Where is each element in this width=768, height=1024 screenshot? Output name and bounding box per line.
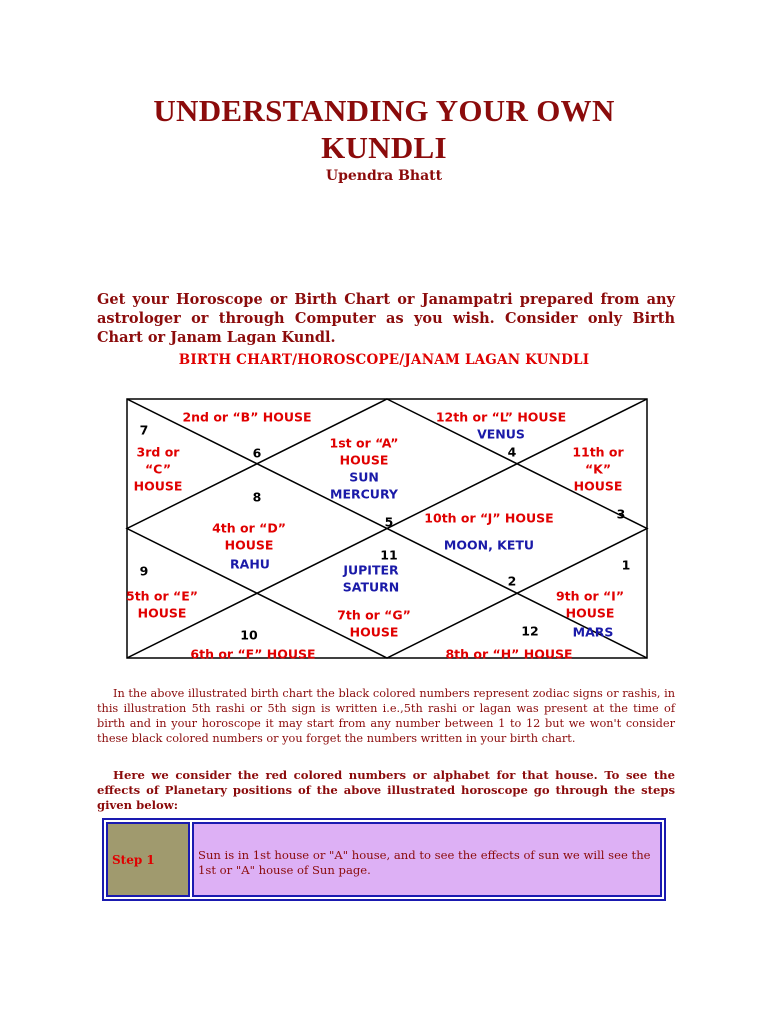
- house-label-g: HOUSE: [349, 624, 399, 640]
- house-label-c: “C”: [144, 461, 172, 477]
- house-label-l: 12th or “L” HOUSE: [435, 409, 567, 425]
- chart-heading: BIRTH CHART/HOROSCOPE/JANAM LAGAN KUNDLI: [178, 352, 590, 368]
- house-label-e: HOUSE: [137, 605, 187, 621]
- planet-label: RAHU: [230, 556, 270, 572]
- planet-label: JUPITER: [343, 562, 399, 578]
- sign-number: 3: [616, 506, 626, 522]
- instruction-paragraph: Here we consider the red colored numbers or alphabet for that house. To see the effects of Planetary positions of the above illustrated horoscope go through the steps given below:: [97, 768, 675, 812]
- house-label-i: HOUSE: [565, 605, 615, 621]
- title-line-1: UNDERSTANDING YOUR OWN: [153, 93, 615, 128]
- sign-number: 7: [139, 422, 149, 438]
- step-label: Step 1: [106, 822, 190, 897]
- house-label-f: 6th or “F” HOUSE: [190, 646, 316, 662]
- sign-number: 9: [139, 563, 149, 579]
- planet-label: SATURN: [342, 579, 400, 595]
- house-label-b: 2nd or “B” HOUSE: [182, 409, 312, 425]
- page-title: [0, 92, 768, 166]
- explanation-paragraph: In the above illustrated birth chart the black colored numbers represent zodiac signs or rashis, in this illustration 5th rashi or 5th sign is written i.e.,5th rashi or lagan was present at the time of birth and in your horoscope it may start from any number between 1 to 12 but we won't consider these black colored numbers or you forget the numbers written in your birth chart.: [97, 687, 675, 745]
- house-label-d: HOUSE: [224, 537, 274, 553]
- planet-label: SUN: [349, 469, 379, 485]
- sign-number: 10: [240, 627, 258, 643]
- step-table: [102, 818, 666, 901]
- author-name: Upendra Bhatt: [325, 168, 443, 184]
- house-label-k: 11th or: [572, 444, 624, 460]
- sign-number: 2: [507, 573, 517, 589]
- sign-number: 8: [252, 489, 262, 505]
- planet-label: MOON, KETU: [443, 537, 535, 553]
- sign-number: 4: [507, 444, 517, 460]
- sign-number: 5: [384, 514, 394, 530]
- house-label-k: HOUSE: [573, 478, 623, 494]
- kundli-chart: [120, 395, 652, 662]
- title-line-2: KUNDLI: [321, 130, 447, 165]
- house-label-d: 4th or “D”: [212, 520, 286, 536]
- sign-number: 12: [521, 623, 539, 639]
- sign-number: 6: [252, 445, 262, 461]
- planet-label: MERCURY: [330, 486, 398, 502]
- house-label-e: 5th or “E”: [126, 588, 198, 604]
- house-label-k: “K”: [584, 461, 612, 477]
- house-label-c: HOUSE: [133, 478, 183, 494]
- house-label-h: 8th or “H” HOUSE: [445, 646, 573, 662]
- step-description: Sun is in 1st house or "A" house, and to see the effects of sun we will see the 1st or "A" house of Sun page.: [192, 822, 662, 897]
- house-label-a: 1st or “A”: [329, 435, 399, 451]
- planet-label: MARS: [572, 624, 614, 640]
- house-label-i: 9th or “I”: [555, 588, 625, 604]
- house-label-g: 7th or “G”: [337, 607, 411, 623]
- sign-number: 1: [621, 557, 631, 573]
- planet-label: VENUS: [477, 426, 525, 442]
- step-row: [106, 822, 662, 897]
- house-label-a: HOUSE: [339, 452, 389, 468]
- intro-paragraph: Get your Horoscope or Birth Chart or Janampatri prepared from any astrologer or through Computer as you wish. Consider only Birth Chart or Janam Lagan Kundl.: [97, 291, 675, 346]
- house-label-j: 10th or “J” HOUSE: [424, 510, 554, 526]
- sign-number: 11: [380, 547, 398, 563]
- house-label-c: 3rd or: [136, 444, 180, 460]
